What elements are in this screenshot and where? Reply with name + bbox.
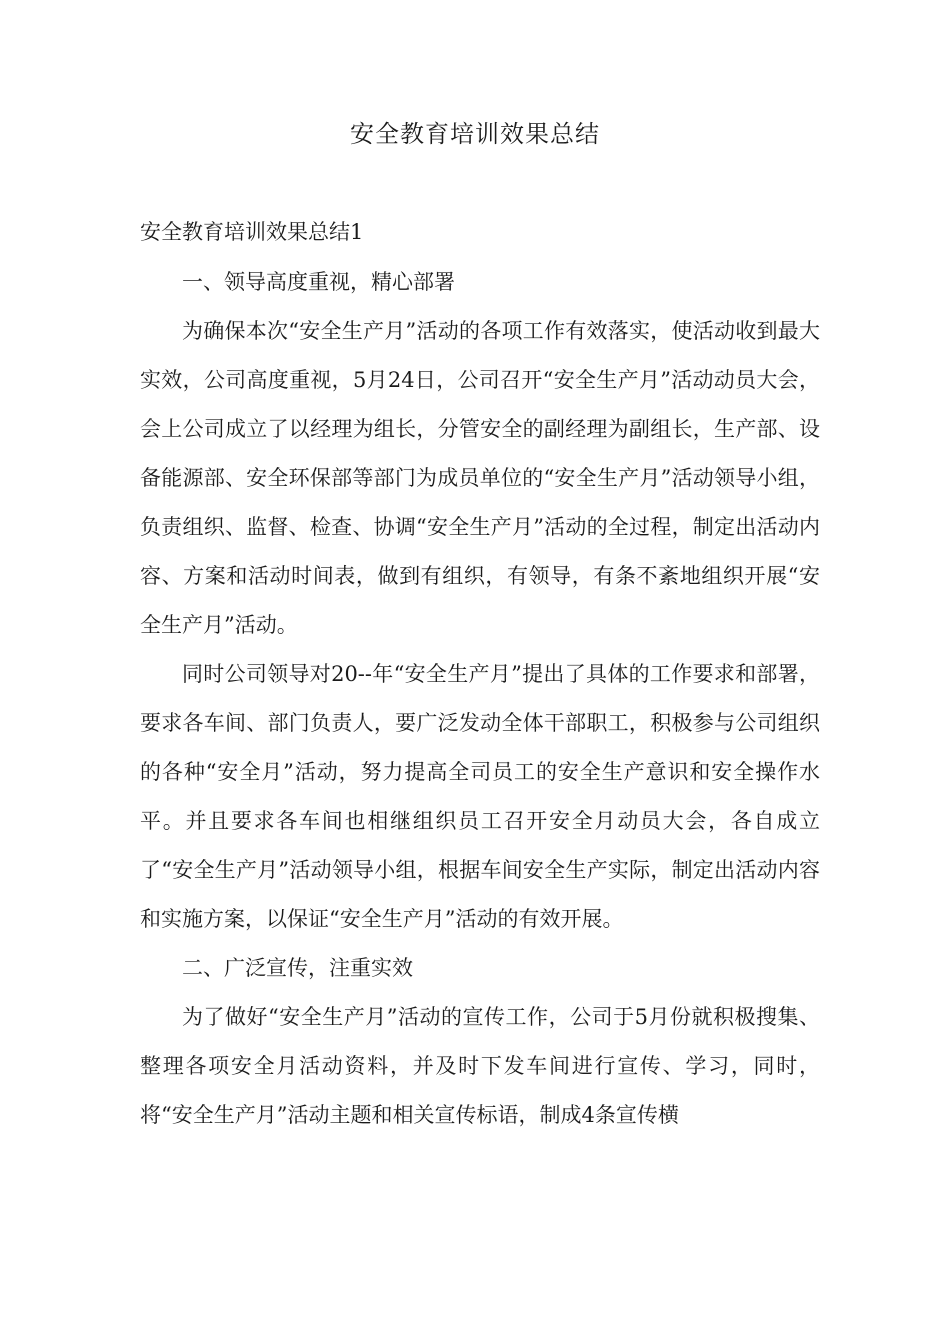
document-body <box>140 208 820 1140</box>
section-subtitle: 安全教育培训效果总结1 <box>140 220 364 244</box>
paragraph-1: 为确保本次“安全生产月”活动的各项工作有效落实，使活动收到最大实效，公司高度重视，5月24日，公司召开“安全生产月”活动动员大会，会上公司成立了以经理为组长，分管安全的副经理为副组长，生产部、设备能源部、安全环保部等部门为成员单位的“安全生产月”活动领导小组，负责组织、监督、检查、协调“安全生产月”活动的全过程，制定出活动内容、方案和活动时间表，做到有组织，有领导，有条不紊地组织开展“安全生产月”活动。 <box>140 319 820 637</box>
document-title: 安全教育培训效果总结 <box>350 120 600 148</box>
paragraph-3: 为了做好“安全生产月”活动的宣传工作，公司于5月份就积极搜集、整理各项安全月活动资料，并及时下发车间进行宣传、学习，同时，将“安全生产月”活动主题和相关宣传标语，制成4条宣传横 <box>140 1005 820 1127</box>
paragraph-2: 同时公司领导对20--年“安全生产月”提出了具体的工作要求和部署，要求各车间、部门负责人，要广泛发动全体干部职工，积极参与公司组织的各种“安全月”活动，努力提高全司员工的安全生产意识和安全操作水平。并且要求各车间也相继组织员工召开安全月动员大会，各自成立了“安全生产月”活动领导小组，根据车间安全生产实际，制定出活动内容和实施方案，以保证“安全生产月”活动的有效开展。 <box>140 662 820 931</box>
heading-1: 一、领导高度重视，精心部署 <box>182 270 455 294</box>
heading-2: 二、广泛宣传，注重实效 <box>182 956 413 980</box>
